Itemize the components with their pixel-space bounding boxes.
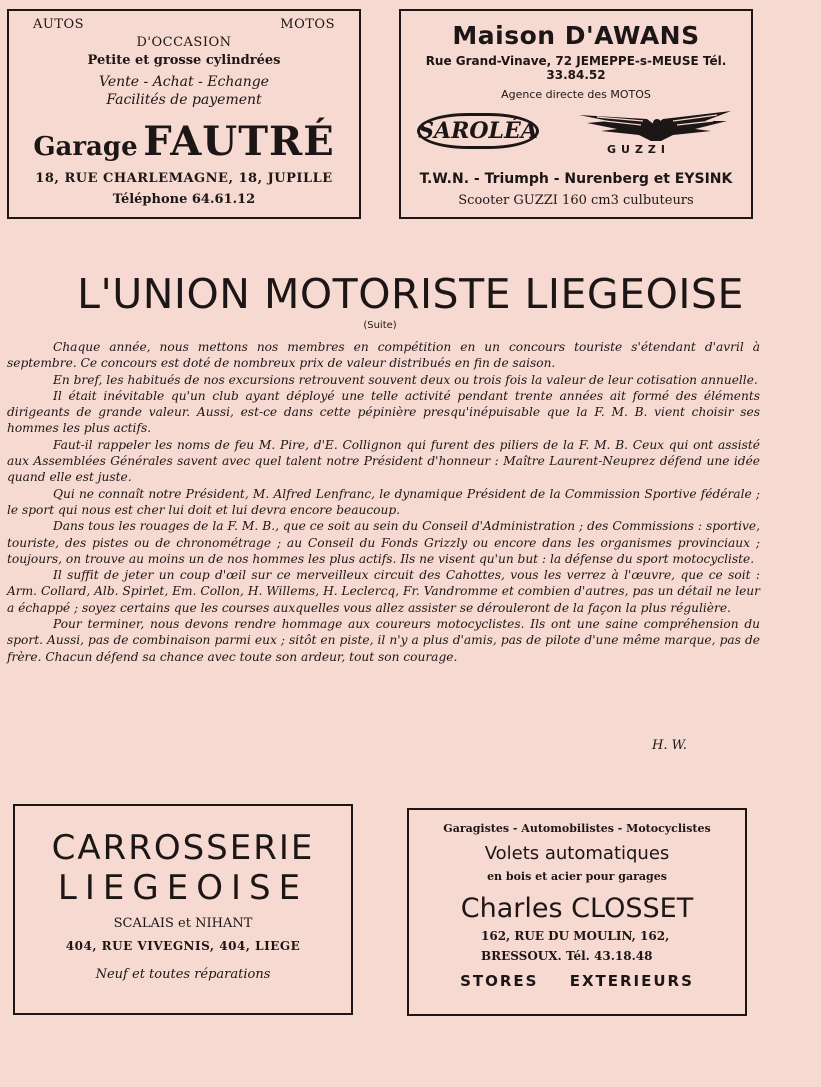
ad-fautre-brand-prefix: Garage xyxy=(33,132,138,162)
ad-fautre-address: 18, RUE CHARLEMAGNE, 18, JUPILLE xyxy=(35,171,333,186)
ad-awans-logos xyxy=(401,105,751,159)
article-paragraph: En bref, les habitués de nos excursions retrouvent souvent deux ou trois fois la valeur de leur cotisation annuelle. xyxy=(53,372,758,387)
ad-fautre-vente: Vente - Achat - Echange xyxy=(99,74,269,90)
ad-carrosserie-address: 404, RUE VIVEGNIS, 404, LIEGE xyxy=(65,939,301,953)
ad-closset-volets: Volets automatiques xyxy=(484,843,670,864)
article-headline: L'UNION MOTORISTE LIEGEOISE xyxy=(77,270,744,318)
article-paragraph: Il était inévitable qu'un club ayant déployé une telle activité pendant trente années ait formé des éléments dirigeants de grande valeur. Aussi, est-ce dans cette pépinière presqu'inépuisable que la F. M. B. vient choisir ses hommes les plus actifs. xyxy=(7,388,760,436)
ad-garage-fautre xyxy=(7,9,361,219)
ad-charles-closset xyxy=(407,808,747,1016)
ad-fautre-phone: Téléphone 64.61.12 xyxy=(112,192,256,207)
ad-carrosserie-liegeoise xyxy=(13,804,353,1015)
ad-closset-name: Charles CLOSSET xyxy=(460,893,694,924)
guzzi-eagle-icon xyxy=(577,105,733,143)
ad-fautre-motos: MOTOS xyxy=(280,17,335,32)
ad-closset-top: Garagistes - Automobilistes - Motocyclistes xyxy=(443,822,711,835)
ad-fautre-occasion: D'OCCASION xyxy=(136,35,232,50)
article-paragraph: Il suffit de jeter un coup d'œil sur ce merveilleux circuit des Cahottes, vous les verrez à l'œuvre, que ce soit : Arm. Collard, Alb. Spirlet, Em. Collon, H. Willems, H. Leclercq, Fr. Vandromme et combien d'autres, pas un détail ne leur a échappé ; soyez certains que les courses auxquelles vous allez assister se dérouleront de la façon la plus régulière. xyxy=(7,568,760,615)
sarolea-logo-text: SAROLÉA xyxy=(418,118,538,144)
article-paragraph: Qui ne connaît notre Président, M. Alfred Lenfranc, le dynamique Président de la Commission Sportive fédérale ; le sport qui nous est cher lui doit et lui devra encore beaucoup. xyxy=(7,486,760,517)
guzzi-logo-text: GUZZI xyxy=(607,143,671,156)
ad-closset-material: en bois et acier pour garages xyxy=(487,870,667,883)
article-body xyxy=(7,339,760,665)
ad-closset-address1: 162, RUE DU MOULIN, 162, xyxy=(481,929,670,943)
ad-closset-address2: BRESSOUX. Tél. 43.18.48 xyxy=(481,949,653,963)
ad-fautre-facilites: Facilités de payement xyxy=(106,92,262,108)
ad-fautre-cylindrees: Petite et grosse cylindrées xyxy=(87,53,281,68)
ad-fautre-autos: AUTOS xyxy=(33,17,85,32)
ad-carrosserie-line1: CARROSSERIE xyxy=(51,828,315,868)
article-subtitle: (Suite) xyxy=(363,320,397,331)
ad-awans-address: Rue Grand-Vinave, 72 JEMEPPE-s-MEUSE Tél. 33.84.52 xyxy=(425,54,727,82)
article-signature: H. W. xyxy=(652,738,687,753)
ad-awans-title: Maison D'AWANS xyxy=(452,21,700,50)
article-paragraph: Chaque année, nous mettons nos membres en compétition en un concours touriste s'étendant d'avril à septembre. Ce concours est doté de nombreux prix de valeur distribués en fin de saison. xyxy=(7,340,760,371)
ad-carrosserie-names: SCALAIS et NIHANT xyxy=(113,916,253,931)
ad-awans-brands: T.W.N. - Triumph - Nurenberg et EYSINK xyxy=(419,171,733,187)
ad-awans-agency: Agence directe des MOTOS xyxy=(501,88,651,101)
ad-closset-stores: STORES EXTERIEURS xyxy=(460,972,694,990)
ad-fautre-brand-name: FAUTRÉ xyxy=(143,118,335,165)
ad-awans-scooter: Scooter GUZZI 160 cm3 culbuteurs xyxy=(458,193,694,208)
article-paragraph: Dans tous les rouages de la F. M. B., que ce soit au sein du Conseil d'Administration ; des Commissions : sportive, touriste, des pistes ou de chronométrage ; au Conseil du Fonds Grizzly ou encore dans les organismes provinciaux ; toujours, on trouve au moins un de nos hommes les plus actifs. Ils ne visent qu'un but : la défense du sport motocycliste. xyxy=(7,519,760,566)
article-paragraph: Faut-il rappeler les noms de feu M. Pire, d'E. Collignon qui furent des piliers de la F. M. B. Ceux qui ont assisté aux Assemblées Générales savent avec quel talent notre Président d'honneur : Maître Laurent-Neuprez défend une idée quand elle est juste. xyxy=(7,437,760,485)
ad-carrosserie-repairs: Neuf et toutes réparations xyxy=(95,967,271,982)
ad-fautre-brand xyxy=(9,118,359,165)
ad-maison-dawans xyxy=(399,9,753,219)
sarolea-logo xyxy=(417,113,539,149)
ad-carrosserie-line2: LIEGEOISE xyxy=(57,868,309,908)
article-paragraph: Pour terminer, nous devons rendre hommage aux coureurs motocyclistes. Ils ont une saine compréhension du sport. Aussi, pas de combinaison parmi eux ; sitôt en piste, il n'y a plus d'amis, pas de pilote d'une même marque, pas de frère. Chacun défend sa chance avec toute son ardeur, tout son courage. xyxy=(7,617,760,664)
